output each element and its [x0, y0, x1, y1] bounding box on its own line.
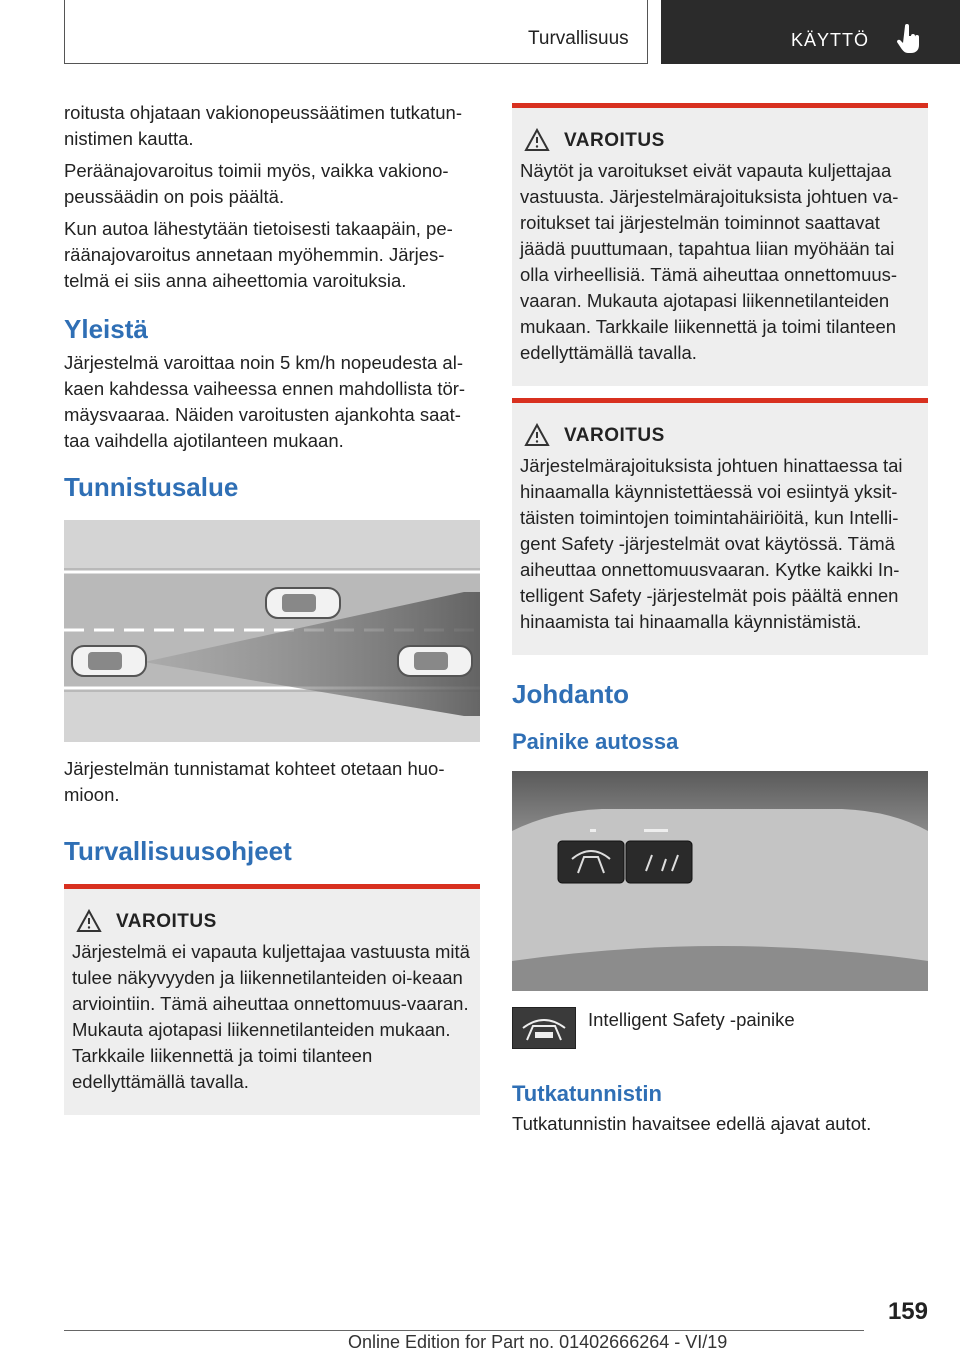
warning-text: Järjestelmärajoituksista johtuen hinattaessa tai hinaamalla käynnistettäessä voi esiintyä yksit-täisten toimintojen toimintahäiriöitä, kun Intelli-gent Safety -järjestelmät ovat käytössä. Tämä aiheuttaa onnettomuusvaaran. Kytke kaikki In-telligent Safety -järjestelmät pois päältä ennen hinaamista tai hinaamalla käynnistämistä.: [520, 455, 903, 632]
warning-box-3: [512, 398, 928, 655]
left-column: [64, 100, 480, 1115]
warning-box-2: [512, 103, 928, 386]
warning-box-1: [64, 884, 480, 1115]
hand-pointer-icon: [896, 24, 922, 54]
page-number: 159: [887, 1298, 928, 1325]
header-section-title: Turvallisuus: [528, 28, 629, 49]
intelligent-safety-icon: [512, 1007, 576, 1049]
button-panel-illustration: [512, 771, 928, 991]
road-diagram: [64, 520, 480, 742]
intro-paragraph-2: Peräänajovaroitus toimii myös, vaikka vakiono-peussäädin on pois päältä.: [64, 160, 449, 207]
warning-title: VAROITUS: [564, 130, 665, 151]
heading-radar-sensor: Tutkatunnistin: [512, 1081, 662, 1106]
car-rear: [72, 646, 146, 676]
detection-paragraph: Järjestelmän tunnistamat kohteet otetaan huo-mioon.: [64, 758, 445, 805]
heading-introduction: Johdanto: [512, 679, 629, 709]
general-paragraph: Järjestelmä varoittaa noin 5 km/h nopeudesta al-kaen kahdessa vaiheessa ennen mahdollista tör-mäysvaaraa. Näiden varoitusten ajankohta saat-taa vaihdella ajotilanteen mukaan.: [64, 352, 466, 451]
radar-paragraph: Tutkatunnistin havaitsee edellä ajavat autot.: [512, 1113, 872, 1134]
warning-text: Järjestelmä ei vapauta kuljettajaa vastuusta mitä tulee näkyvyyden ja liikennetilanteiden oi-keaan arviointiin. Tämä aiheuttaa onnettomuus-vaaran. Mukauta ajotapasi liikennetilanteiden mukaan. Tarkkaile liikennettä ja toimi tilanteen edellyttämällä tavalla.: [72, 941, 470, 1092]
warning-text: Näytöt ja varoitukset eivät vapauta kuljettajaa vastuusta. Järjestelmärajoituksista johtuen va-roitukset tai järjestelmän toiminnot saattavat jäädä puuttumaan, tapahtua liian myöhään tai olla virheellisiä. Tämä aiheuttaa onnettomuus-vaaran. Mukauta ajotapasi liikennetilanteiden mukaan. Tarkkaile liikennettä ja toimi tilanteen edellyttämällä tavalla.: [520, 160, 899, 363]
footer-divider: [64, 1330, 864, 1331]
button-caption-row: [512, 1007, 928, 1053]
button-caption: Intelligent Safety -painike: [588, 1009, 795, 1030]
button-photo: [512, 771, 928, 991]
intro-paragraph-1: roitusta ohjataan vakionopeussäätimen tutkatun-nistimen kautta.: [64, 102, 463, 149]
heading-detection-area: Tunnistusalue: [64, 472, 239, 502]
right-column: [512, 103, 928, 1143]
heading-safety-notes: Turvallisuusohjeet: [64, 836, 292, 866]
footer-edition: Online Edition for Part no. 01402666264 - VI/19: [348, 1332, 728, 1352]
header-chapter-tab: [661, 0, 960, 64]
warning-triangle-icon: [524, 423, 550, 447]
detection-area-illustration: [64, 520, 480, 742]
heading-button-in-car: Painike autossa: [512, 729, 679, 754]
heading-general: Yleistä: [64, 314, 148, 344]
warning-triangle-icon: [524, 128, 550, 152]
car-own: [398, 646, 472, 676]
warning-title: VAROITUS: [564, 425, 665, 446]
intro-paragraph-3: Kun autoa lähestytään tietoisesti takaapäin, pe-räänajovaroitus annetaan myöhemmin. Järjes-telmä ei siis anna aiheettomia varoituksia.: [64, 218, 453, 291]
warning-title: VAROITUS: [116, 911, 217, 932]
car-ahead: [266, 588, 340, 618]
header-chapter-label: KÄYTTÖ: [791, 30, 870, 50]
warning-triangle-icon: [76, 909, 102, 933]
